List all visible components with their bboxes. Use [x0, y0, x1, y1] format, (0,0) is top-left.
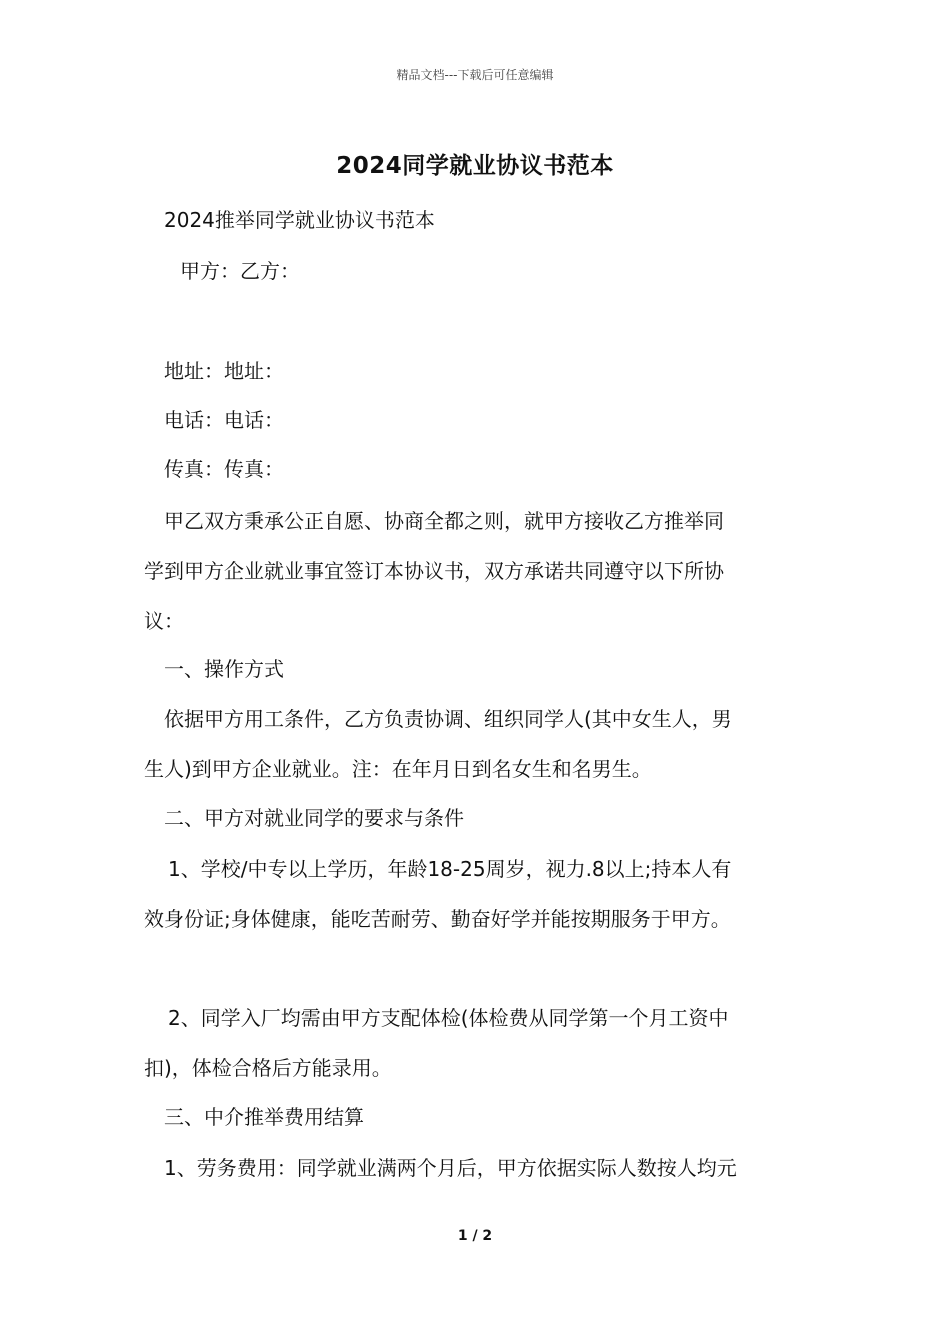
- paragraph-line: 1、劳务费用：同学就业满两个月后，甲方依据实际人数按人均元: [164, 1156, 737, 1180]
- paragraph-line: 2、同学入厂均需由甲方支配体检(体检费从同学第一个月工资中: [168, 1006, 729, 1030]
- paragraph-line: 扣)，体检合格后方能录用。: [144, 1056, 392, 1080]
- paragraph-line: 依据甲方用工条件，乙方负责协调、组织同学人(其中女生人，男: [164, 707, 732, 731]
- paragraph-line: 学到甲方企业就业事宜签订本协议书，双方承诺共同遵守以下所协: [144, 559, 724, 583]
- page-header: 精品文档---下载后可任意编辑: [396, 68, 554, 82]
- paragraph-line: 议：: [144, 609, 184, 633]
- paragraph-line: 甲乙双方秉承公正自愿、协商全都之则，就甲方接收乙方推举同: [164, 509, 724, 533]
- page-number: 1 / 2: [457, 1228, 493, 1244]
- address-line: 地址：地址：: [164, 359, 284, 383]
- subtitle-line: 2024推举同学就业协议书范本: [164, 208, 435, 232]
- section-heading: 三、中介推举费用结算: [164, 1105, 364, 1129]
- phone-line: 电话：电话：: [164, 408, 284, 432]
- fax-line: 传真：传真：: [164, 457, 284, 481]
- section-heading: 一、操作方式: [164, 657, 284, 681]
- section-heading: 二、甲方对就业同学的要求与条件: [164, 806, 464, 830]
- paragraph-line: 生人)到甲方企业就业。注：在年月日到名女生和名男生。: [144, 757, 652, 781]
- document-title: 2024同学就业协议书范本: [336, 153, 614, 179]
- paragraph-line: 效身份证;身体健康，能吃苦耐劳、勤奋好学并能按期服务于甲方。: [144, 907, 731, 931]
- paragraph-line: 1、学校/中专以上学历，年龄18-25周岁，视力.8以上;持本人有: [168, 857, 732, 881]
- party-line: 甲方：乙方：: [180, 259, 300, 283]
